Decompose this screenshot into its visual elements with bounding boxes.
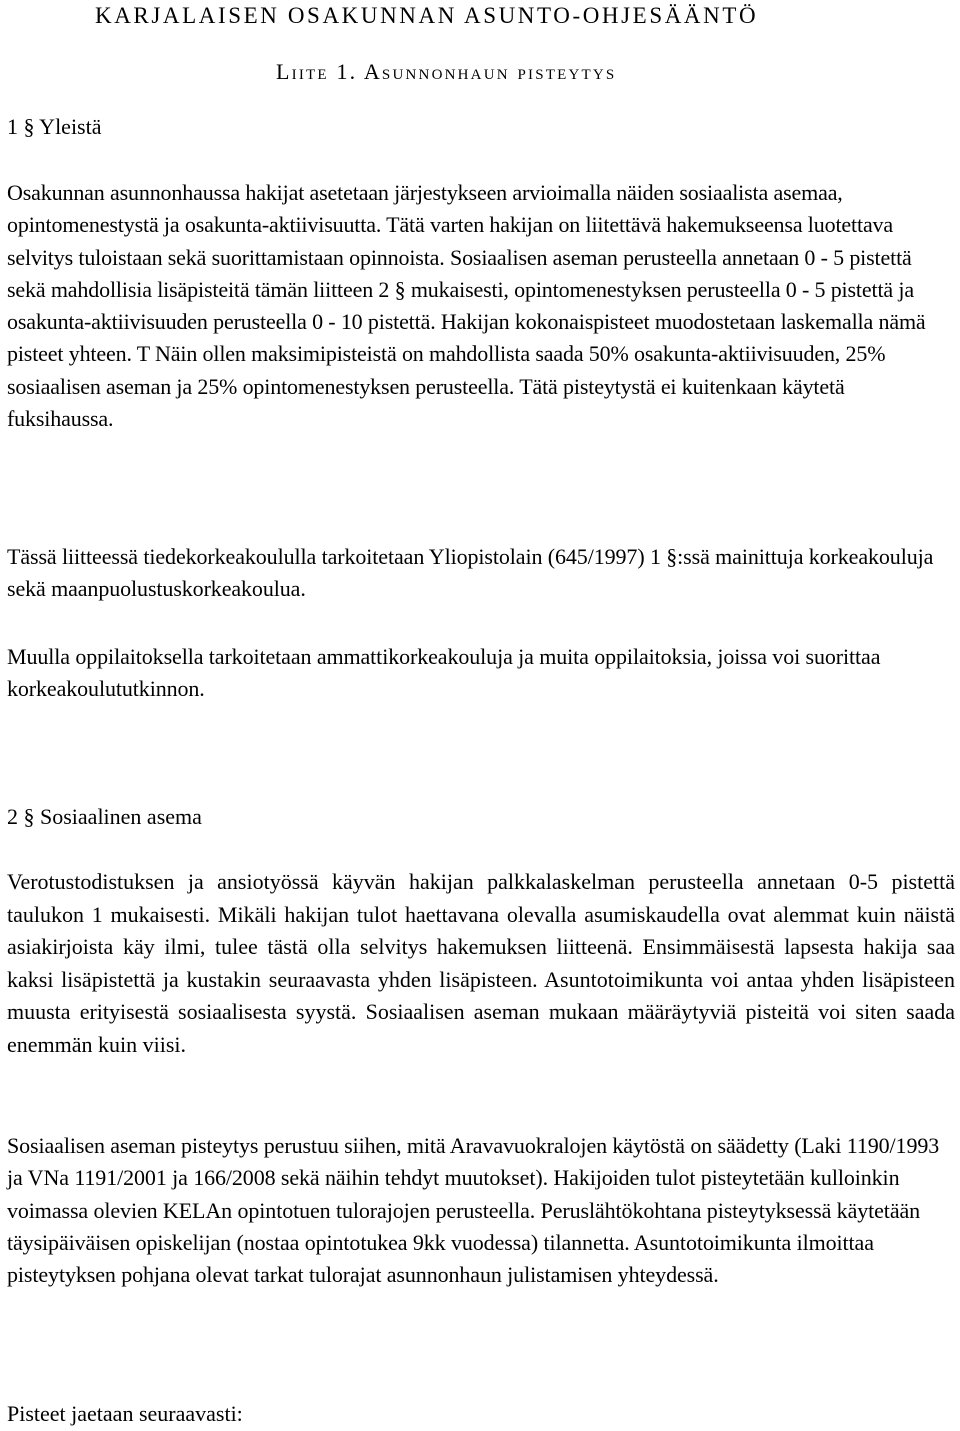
paragraph-university-definition: Tässä liitteessä tiedekorkeakoululla tarkoitetaan Yliopistolain (645/1997) 1 §:ssä mainittuja korkeakouluja sekä maanpuolustuskorkeakoulua. xyxy=(7,544,934,602)
appendix-title: Liite 1. Asunnonhaun pisteytys xyxy=(276,59,617,84)
paragraph-points-distribution: Pisteet jaetaan seuraavasti: xyxy=(7,1401,243,1426)
paragraph-scoring-basis: Sosiaalisen aseman pisteytys perustuu siihen, mitä Aravavuokralojen käytöstä on säädetty (Laki 1190/1993 ja VNa 1191/2001 ja 166/2008 sekä näihin tehdyt muutokset). Hakijoiden tulot pisteytetään kulloinkin voimassa olevien KELAn opintotuen tulorajojen perusteella. Peruslähtökohtana pisteytyksessä käytetään täysipäiväisen opiskelijan (nostaa opintotukea 9kk vuodessa) tilannetta. Asuntotoimikunta ilmoittaa pisteytyksen pohjana olevat tarkat tulorajat asunnonhaun julistamisen yhteydessä. xyxy=(7,1133,940,1288)
section-heading-sosiaalinen-asema: 2 § Sosiaalinen asema xyxy=(7,804,202,829)
section-heading-yleista: 1 § Yleistä xyxy=(7,114,102,139)
document-title: KARJALAISEN OSAKUNNAN ASUNTO-OHJESÄÄNTÖ xyxy=(95,3,759,28)
paragraph-general-scoring: Osakunnan asunnonhaussa hakijat asetetaan järjestykseen arvioimalla näiden sosiaalista asemaa, opintomenestystä ja osakunta-aktiivisuutta. Tätä varten hakijan on liitettävä hakemukseensa luotettava selvitys tuloistaan sekä suorittamistaan opinnoista. Sosiaalisen aseman perusteella annetaan 0 - 5 pistettä sekä mahdollisia lisäpisteitä tämän liitteen 2 § mukaisesti, opintomenestyksen perusteella 0 - 5 pistettä ja osakunta-aktiivisuuden perusteella 0 - 10 pistettä. Hakijan kokonaispisteet muodostetaan laskemalla nämä pisteet yhteen. T Näin ollen maksimipisteistä on mahdollista saada 50% osakunta-aktiivisuuden, 25% sosiaalisen aseman ja 25% opintomenestyksen perusteella. Tätä pisteytystä ei kuitenkaan käytetä fuksihaussa. xyxy=(7,180,926,432)
paragraph-other-institution-definition: Muulla oppilaitoksella tarkoitetaan ammattikorkeakouluja ja muita oppilaitoksia, joissa voi suorittaa korkeakoulututkinnon. xyxy=(7,644,881,702)
paragraph-income-scoring: Verotustodistuksen ja ansiotyössä käyvän hakijan palkkalaskelman perusteella annetaan 0-5 pistettä taulukon 1 mukaisesti. Mikäli hakijan tulot haettavana olevalla asumiskaudella ovat alemmat kuin näistä asiakirjoista käy ilmi, tulee tästä olla selvitys hakemuksen liitteenä. Ensimmäisestä lapsesta hakija saa kaksi lisäpistettä ja kustakin seuraavasta yhden lisäpisteen. Asuntotoimikunta voi antaa yhden lisäpisteen muusta erityisestä sosiaalisesta syystä. Sosiaalisen aseman mukaan määräytyviä pisteitä voi siten saada enemmän kuin viisi. xyxy=(7,869,955,1057)
